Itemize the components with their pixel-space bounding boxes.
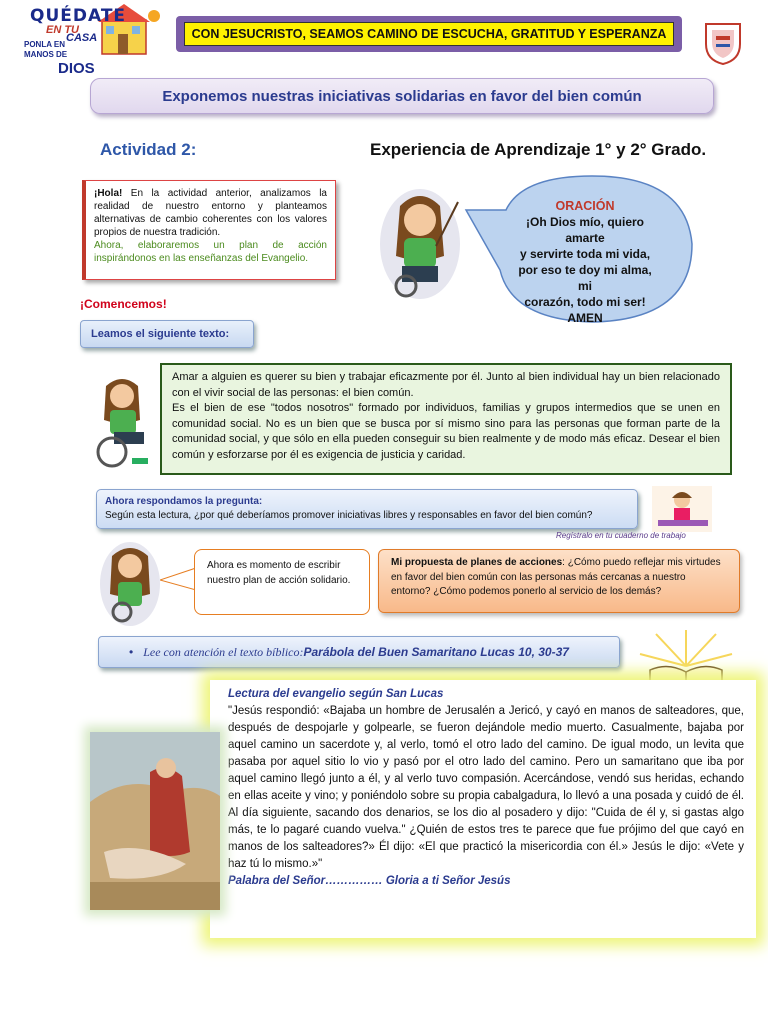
student-girl-icon: [378, 186, 468, 302]
reading-paragraph: Amar a alguien es querer su bien y trabajar eficazmente por él. Junto al bien individual hay un bien relacionado con el vivir social de las personas: el bien común.: [172, 371, 720, 399]
reading-text-box: [160, 363, 732, 475]
biblical-title: Parábola del Buen Samaritano Lucas 10, 30-37: [303, 645, 569, 659]
intro-text: En la actividad anterior, analizamos la realidad de nuestro entorno y planteamos alternativas de cambio coherentes con los valores propios de nuestra tradición.: [94, 188, 327, 238]
student-girl-icon: [100, 542, 162, 626]
good-samaritan-painting-icon: [90, 732, 220, 910]
write-note-box: Ahora es momento de escribir nuestro plan de acción solidario.: [194, 549, 370, 615]
question-text: Según esta lectura, ¿por qué deberíamos promover iniciativas libres y responsables en favor del bien común?: [105, 510, 593, 521]
logo-word: CASA: [66, 32, 98, 44]
writing-child-icon: [652, 486, 712, 532]
prayer-line: y servirte toda mi vida,: [519, 247, 651, 261]
logo-word: DIOS: [58, 60, 95, 77]
gospel-panel: [210, 680, 756, 938]
read-prompt: Leamos el siguiente texto:: [80, 320, 254, 348]
intro-green-text: Ahora, elaboraremos un plan de acción inspirándonos en las enseñanzas del Evangelio.: [94, 240, 327, 264]
prayer-line: corazón, todo mi ser!: [524, 295, 646, 309]
biblical-prompt: Lee con atención el texto bíblico:: [143, 644, 304, 659]
reading-paragraph: Es el bien de ese "todos nosotros" formado por individuos, familias y grupos intermedios que se unen en comunidad social. No es un bien que se busca por sí mismo sino para las personas que forman parte de la comunidad social, y que sólo en ella pueden conseguir su bien realmente y de modo más eficaz. Desear el bien común y esforzarse por él es exigencia de justicia y caridad.: [172, 402, 720, 461]
gospel-text: [228, 686, 744, 890]
school-crest-icon: [700, 20, 746, 66]
caption: Regístralo en tu cuaderno de trabajo: [556, 531, 686, 540]
prayer-line: ¡Oh Dios mío, quiero amarte: [525, 215, 644, 245]
page-subtitle: Exponemos nuestras iniciativas solidarias en favor del bien común: [90, 78, 714, 114]
logo-word: MANOS DE: [24, 50, 68, 59]
logo-word: PONLA EN: [24, 40, 66, 49]
proposal-heading: Mi propuesta de planes de acciones: [391, 557, 563, 568]
biblical-text-banner: [98, 636, 620, 668]
section-heading: ¡Comencemos!: [80, 297, 167, 311]
campaign-logo: [22, 2, 160, 77]
prayer-title: ORACIÓN: [555, 199, 615, 213]
question-heading: Ahora respondamos la pregunta:: [105, 496, 263, 507]
gospel-heading: Lectura del evangelio según San Lucas: [228, 688, 444, 700]
activity-title: Actividad 2:: [100, 140, 197, 159]
prayer-line: por eso te doy mi alma, mi: [518, 263, 652, 293]
logo-word: EN TU: [46, 24, 79, 36]
gospel-body: "Jesús respondió: «Bajaba un hombre de Jerusalén a Jericó, y cayó en manos de salteadores, que, después de despojarle y golpearle, se fueron dejándole medio muerto. Casualmente, bajaba por aquel camino un sacerdote y, al verlo, tomó el otro lado del camino. De igual modo, un levita que pasaba por aquel sitio lo vio y pasó por el otro lado del camino. Pero un samaritano que iba por aquel camino llegó junto a él, y al verlo tuvo compasión. Acercándose, vendó sus heridas, echando en ellas aceite y vino; y poniéndolo sobre su propia cabalgadura, lo llevó a una posada y cuidó de él. Al día siguiente, sacando dos denarios, se los dio al posadero y dijo: "Cuida de él y, si gastas algo más, te lo pagaré cuando vuelva." ¿Quién de estos tres te parece que fue prójimo del que cayó en manos de los salteadores?» Él dijo: «El que practicó la misericordia con él.» Jesús le dijo: «Vete y haz tú lo mismo.»": [228, 705, 744, 870]
question-box: [96, 489, 638, 529]
header-banner: [176, 16, 682, 52]
logo-word: QUÉDATE: [30, 6, 127, 26]
experience-title: Experiencia de Aprendizaje 1° y 2° Grado.: [370, 140, 707, 159]
gospel-footer: Palabra del Señor…………… Gloria a ti Señor Jesús: [228, 875, 511, 887]
prayer-text: [510, 198, 660, 326]
proposal-box: [378, 549, 740, 613]
prayer-line: AMEN: [567, 311, 603, 325]
wheelchair-student-icon: [92, 372, 156, 470]
greeting: ¡Hola!: [94, 188, 123, 199]
header-banner-text: CON JESUCRISTO, SEAMOS CAMINO DE ESCUCHA, GRATITUD Y ESPERANZA: [184, 22, 674, 46]
intro-box: [82, 180, 336, 280]
proposal-text: : ¿Cómo puedo reflejar mis virtudes en favor del bien común con las personas más cercanas a nuestro entorno? ¿Cómo podemos ponerlo al servicio de los demás?: [391, 557, 721, 597]
bullet: •: [129, 645, 134, 659]
